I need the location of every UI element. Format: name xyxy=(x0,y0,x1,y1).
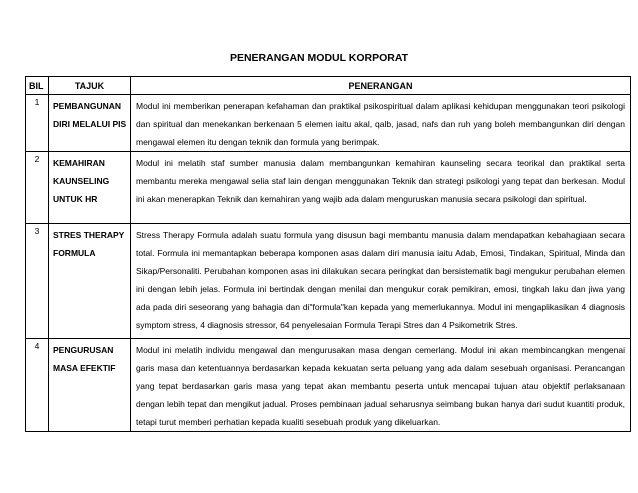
row-title-line: DIRI MELALUI PIS xyxy=(53,119,127,129)
row-title-line: PEMBANGUNAN xyxy=(53,101,121,111)
row-title xyxy=(49,339,131,432)
table-header-row xyxy=(26,77,631,95)
row-number: 2 xyxy=(26,152,49,224)
row-number: 3 xyxy=(26,224,49,339)
module-table xyxy=(25,76,631,432)
row-number: 1 xyxy=(26,95,49,152)
header-tajuk: TAJUK xyxy=(49,77,131,95)
table-row xyxy=(26,95,631,152)
row-title xyxy=(49,95,131,152)
row-title-line: KEMAHIRAN xyxy=(53,158,105,168)
row-title-line: MASA EFEKTIF xyxy=(53,363,116,373)
row-title-line: FORMULA xyxy=(53,248,96,258)
row-title-line: UNTUK HR xyxy=(53,194,98,204)
table-row xyxy=(26,339,631,432)
row-description xyxy=(131,339,631,432)
row-description-text: Modul ini melatih individu mengawal dan mengurusakan masa dengan cemerlang. Modul ini akan membincangkan mengenai garis masa dan ketentuannya berdasarkan kepada kekuatan serta peluang yang ada dalam sesebuah organisasi. Perancangan yang tepat berdasarkan garis masa yang tepat akan membantu peserta untuk mencapai tujuan atau objektif perlaksanaan dengan lebih tepat dan mengikut jadual. Proses pembinaan jadual seharusnya seimbang bukan hanya dari sudut kuantiti produk, tetapi turut memberi perhatian kepada kualiti sesebuah produk yang dikeluarkan. xyxy=(136,345,625,427)
document-title: PENERANGAN MODUL KORPORAT xyxy=(229,52,409,64)
row-number: 4 xyxy=(26,339,49,432)
row-description-text: Modul ini melatih staf sumber manusia dalam membangunkan kemahiran kaunseling secara teorikal dan praktikal serta membantu mereka mengawal selia staf lain dengan menggunakan Teknik dan strategi psikologi yang tepat dan berkesan. Modul ini akan menerapkan Teknik dan kemahiran yang wajib ada dalam menguruskan manusia secara psikologi dan spiritual. xyxy=(136,158,625,204)
row-description xyxy=(131,224,631,339)
header-bil: BIL xyxy=(26,77,49,95)
row-description xyxy=(131,95,631,152)
row-description xyxy=(131,152,631,224)
row-title-line: STRES THERAPY xyxy=(53,230,125,240)
table-row xyxy=(26,152,631,224)
row-description-text: Stress Therapy Formula adalah suatu formula yang disusun bagi membantu manusia dalam mendapatkan kebahagiaan secara total. Formula ini memantapkan beberapa komponen asas dalam diri manusia iaitu Adab, Emosi, Tindakan, Spiritual, Minda dan Sikap/Personaliti. Perubahan komponen asas ini dilakukan secara peringkat dan bersistematik bagi mengukur perubahan elemen ini dengan lebih jelas. Formula ini bertindak dengan menilai dan mengukur corak pemikiran, emosi, tingkah laku dan jiwa yang ada pada diri seseorang yang bahagia dan di"formula"kan kepada yang memerlukannya. Modul ini mengaplikasikan 4 diagnosis symptom stress, 4 diagnosis stressor, 64 penyelesaian Formula Terapi Stres dan 4 Psikometrik Stres. xyxy=(136,230,625,330)
row-description-text: Modul ini memberikan penerapan kefahaman dan praktikal psikospiritual dalam aplikasi kehidupan menggunakan teori psikologi dan spiritual dan menekankan berkenaan 5 elemen iaitu akal, qalb, jasad, nafs dan ruh yang boleh membangunkan diri dengan mengawal elemen itu dengan teknik dan formula yang berimpak. xyxy=(136,101,625,147)
table-row xyxy=(26,224,631,339)
row-title-line: KAUNSELING xyxy=(53,176,110,186)
header-penerangan: PENERANGAN xyxy=(131,77,631,95)
row-title xyxy=(49,224,131,339)
row-title xyxy=(49,152,131,224)
row-title-line: PENGURUSAN xyxy=(53,345,114,355)
